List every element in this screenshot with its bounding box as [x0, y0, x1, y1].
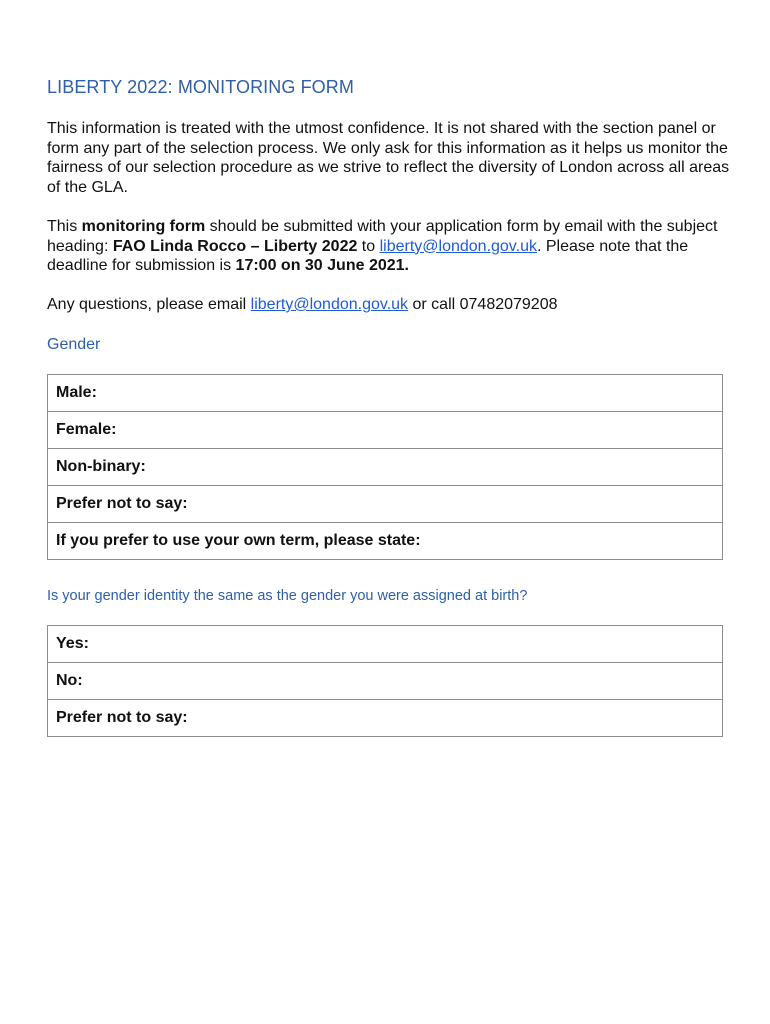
- identity-heading: Is your gender identity the same as the gender you were assigned at birth?: [47, 588, 528, 604]
- submission-text-2: should be submitted with your application form by email with the subject heading:: [47, 218, 718, 255]
- identity-table: [47, 625, 723, 737]
- submission-text-4: . Please note that the deadline for submission is: [47, 237, 689, 274]
- submission-text-1: This: [47, 218, 82, 235]
- gender-heading: Gender: [47, 336, 101, 353]
- gender-option-prefer-not[interactable]: Prefer not to say:: [48, 486, 723, 523]
- deadline-bold: 17:00 on 30 June 2021.: [235, 257, 409, 274]
- questions-paragraph: [47, 295, 737, 315]
- questions-email-link[interactable]: liberty@london.gov.uk: [250, 296, 409, 313]
- monitoring-form-bold: monitoring form: [81, 218, 206, 235]
- submission-email-link[interactable]: liberty@london.gov.uk: [379, 237, 537, 255]
- gender-table: [47, 374, 723, 560]
- gender-option-non-binary[interactable]: Non-binary:: [48, 449, 723, 486]
- gender-option-female[interactable]: Female:: [48, 412, 723, 449]
- identity-option-no[interactable]: No:: [48, 663, 723, 700]
- questions-text-2: or call 07482079208: [408, 296, 558, 313]
- identity-option-prefer-not[interactable]: Prefer not to say:: [48, 700, 723, 737]
- gender-option-own-term[interactable]: If you prefer to use your own term, please state:: [48, 523, 723, 560]
- page-title: LIBERTY 2022: MONITORING FORM: [47, 77, 354, 97]
- intro-paragraph: This information is treated with the utmost confidence. It is not shared with the section panel or form any part of the selection process. We only ask for this information as it helps us monitor the fairness of our selection procedure as we strive to reflect the diversity of London across all areas of the GLA.: [47, 120, 730, 196]
- submission-text-3: to: [357, 237, 380, 255]
- gender-option-male[interactable]: Male:: [48, 375, 723, 412]
- identity-option-yes[interactable]: Yes:: [48, 626, 723, 663]
- submission-paragraph: [47, 217, 737, 276]
- questions-text-1: Any questions, please email: [47, 296, 251, 313]
- subject-heading-bold: FAO Linda Rocco – Liberty 2022: [112, 237, 358, 255]
